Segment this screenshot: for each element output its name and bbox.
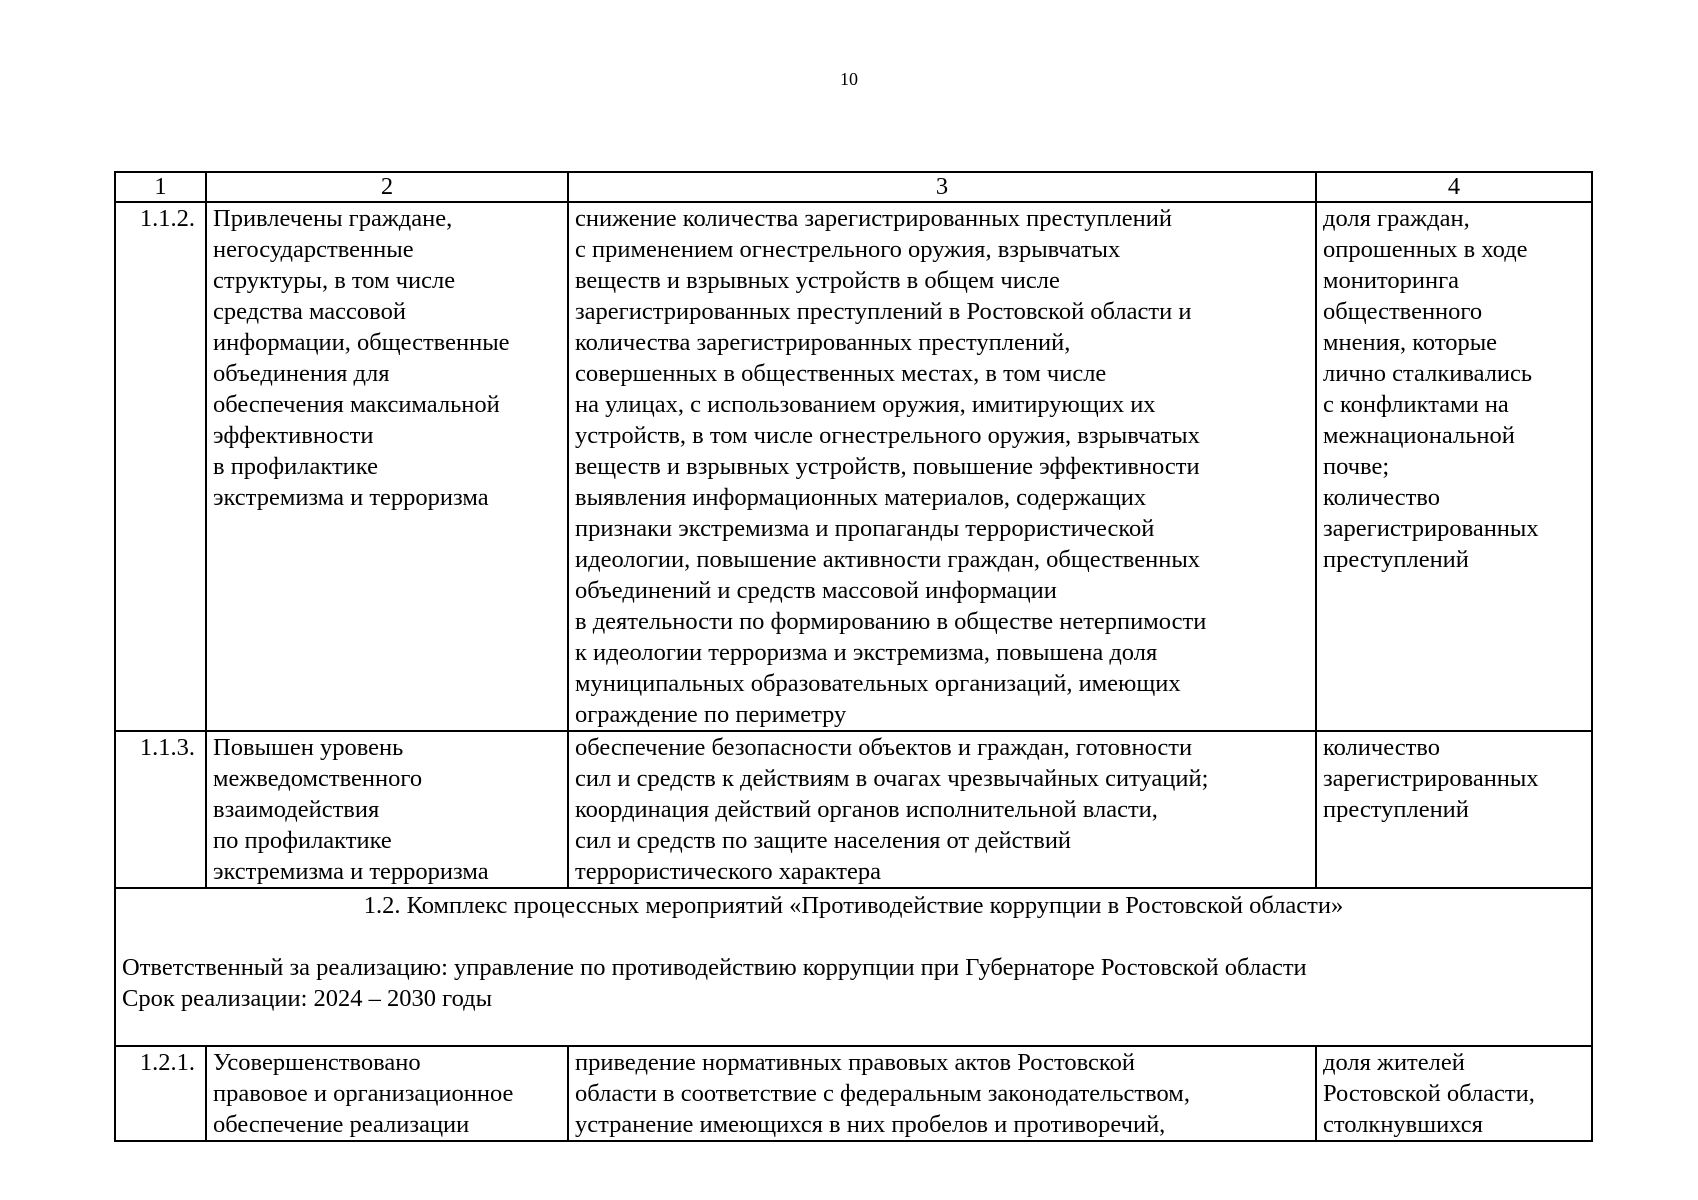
indicator-line: почве; xyxy=(1323,453,1390,480)
effect-line: на улицах, с использованием оружия, имитирующих их xyxy=(575,391,1156,418)
effect-line: признаки экстремизма и пропаганды террористической xyxy=(575,515,1155,542)
effect-line: веществ и взрывных устройств, повышение эффективности xyxy=(575,453,1200,480)
task-line: негосударственные xyxy=(213,236,414,263)
indicator-line: доля жителей xyxy=(1323,1049,1465,1076)
effect-line: обеспечение безопасности объектов и граждан, готовности xyxy=(575,734,1193,761)
indicator-line: опрошенных в ходе xyxy=(1323,236,1528,263)
effect-line: объединений и средств массовой информации xyxy=(575,577,1057,604)
section-period: Срок реализации: 2024 – 2030 годы xyxy=(122,985,493,1012)
indicator-line: количество xyxy=(1323,484,1440,511)
column-number-row xyxy=(115,172,1592,202)
indicator-line: с конфликтами на xyxy=(1323,391,1509,418)
effect-line: террористического характера xyxy=(575,858,881,885)
task-line: информации, общественные xyxy=(213,329,510,356)
section-bottom-space xyxy=(122,1014,1585,1045)
table-row xyxy=(115,1046,1592,1141)
effect-line: области в соответствие с федеральным законодательством, xyxy=(575,1080,1190,1107)
task-line: по профилактике xyxy=(213,827,392,854)
effect-line: зарегистрированных преступлений в Ростовской области и xyxy=(575,298,1192,325)
section-gap xyxy=(122,921,1585,952)
effect-line: координация действий органов исполнительной власти, xyxy=(575,796,1158,823)
indicator-line: межнациональной xyxy=(1323,422,1515,449)
task-line: взаимодействия xyxy=(213,796,380,823)
effect-line: устранение имеющихся в них пробелов и противоречий, xyxy=(575,1111,1166,1138)
effect-line: количества зарегистрированных преступлений, xyxy=(575,329,1071,356)
effect-cell xyxy=(568,1046,1316,1141)
effect-line: муниципальных образовательных организаций, имеющих xyxy=(575,670,1181,697)
indicator-cell xyxy=(1316,731,1592,888)
effect-line: веществ и взрывных устройств в общем числе xyxy=(575,267,1060,294)
effect-line: сил и средств по защите населения от действий xyxy=(575,827,1072,854)
row-number: 1.1.2. xyxy=(115,202,206,731)
task-line: средства массовой xyxy=(213,298,406,325)
indicator-line: Ростовской области, xyxy=(1323,1080,1535,1107)
indicator-line: преступлений xyxy=(1323,796,1469,823)
effect-cell xyxy=(568,731,1316,888)
task-line: Повышен уровень xyxy=(213,734,404,761)
task-line: экстремизма и терроризма xyxy=(213,858,489,885)
column-number-3: 3 xyxy=(568,172,1316,202)
effect-line: устройств, в том числе огнестрельного оружия, взрывчатых xyxy=(575,422,1200,449)
indicator-line: зарегистрированных xyxy=(1323,515,1539,542)
task-cell xyxy=(206,202,568,731)
task-line: обеспечения максимальной xyxy=(213,391,500,418)
section-cell xyxy=(115,888,1592,1046)
indicator-line: зарегистрированных xyxy=(1323,765,1539,792)
section-title: 1.2. Комплекс процессных мероприятий «Противодействие коррупции в Ростовской области» xyxy=(363,892,1344,919)
task-cell xyxy=(206,1046,568,1141)
table-row xyxy=(115,202,1592,731)
task-line: объединения для xyxy=(213,360,390,387)
effect-line: в деятельности по формированию в обществе нетерпимости xyxy=(575,608,1207,635)
indicator-line: мониторинга xyxy=(1323,267,1460,294)
indicator-line: количество xyxy=(1323,734,1440,761)
section-responsible: Ответственный за реализацию: управление по противодействию коррупции при Губернаторе Ростовской области xyxy=(122,954,1307,981)
effect-line: совершенных в общественных местах, в том числе xyxy=(575,360,1107,387)
table-row xyxy=(115,731,1592,888)
task-line: в профилактике xyxy=(213,453,378,480)
indicator-line: преступлений xyxy=(1323,546,1469,573)
task-cell xyxy=(206,731,568,888)
task-line: правовое и организационное xyxy=(213,1080,514,1107)
task-line: обеспечение реализации xyxy=(213,1111,470,1138)
task-line: структуры, в том числе xyxy=(213,267,456,294)
row-number: 1.1.3. xyxy=(115,731,206,888)
indicator-line: мнения, которые xyxy=(1323,329,1498,356)
task-line: экстремизма и терроризма xyxy=(213,484,489,511)
effect-line: снижение количества зарегистрированных преступлений xyxy=(575,205,1173,232)
effect-cell xyxy=(568,202,1316,731)
task-line: межведомственного xyxy=(213,765,423,792)
indicator-cell xyxy=(1316,202,1592,731)
indicator-cell xyxy=(1316,1046,1592,1141)
column-number-4: 4 xyxy=(1316,172,1592,202)
effect-line: ограждение по периметру xyxy=(575,701,847,728)
measures-table xyxy=(114,171,1593,1142)
row-number: 1.2.1. xyxy=(115,1046,206,1141)
column-number-2: 2 xyxy=(206,172,568,202)
task-line: Привлечены граждане, xyxy=(213,205,453,232)
indicator-line: доля граждан, xyxy=(1323,205,1470,232)
effect-line: сил и средств к действиям в очагах чрезвычайных ситуаций; xyxy=(575,765,1209,792)
indicator-line: столкнувшихся xyxy=(1323,1111,1483,1138)
effect-line: идеологии, повышение активности граждан, общественных xyxy=(575,546,1201,573)
indicator-line: лично сталкивались xyxy=(1323,360,1533,387)
page-number: 10 xyxy=(840,69,858,89)
column-number-1: 1 xyxy=(115,172,206,202)
effect-line: выявления информационных материалов, содержащих xyxy=(575,484,1147,511)
indicator-line: общественного xyxy=(1323,298,1483,325)
effect-line: к идеологии терроризма и экстремизма, повышена доля xyxy=(575,639,1158,666)
section-row xyxy=(115,888,1592,1046)
task-line: Усовершенствовано xyxy=(213,1049,421,1076)
task-line: эффективности xyxy=(213,422,374,449)
effect-line: с применением огнестрельного оружия, взрывчатых xyxy=(575,236,1121,263)
effect-line: приведение нормативных правовых актов Ростовской xyxy=(575,1049,1135,1076)
